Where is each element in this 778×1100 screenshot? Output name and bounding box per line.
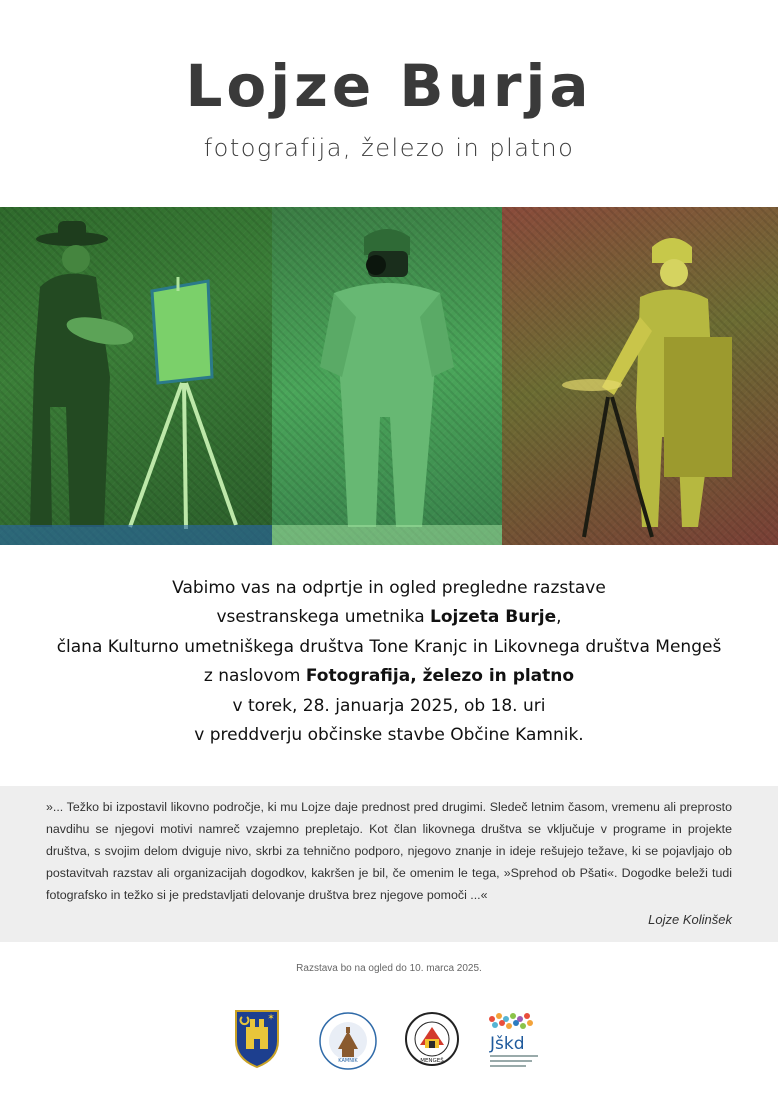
quote-text: »... Težko bi izpostavil likovno področje, ki mu Lojze daje prednost pred drugimi. Sledeč letnim časom, vremenu ali preprosto navdihu se njegovi motivi namreč vzajemno prepletajo. Kot član likovnega društva se vključuje v programe in projekte društva, s svojim delom dviguje nivo, skrbi za tehnično podporo, njegovo znanje in ideje rešujejo težave, ki se pojavljajo ob postavitvah razstav ali organizacijah dogodkov, kakršen je bil, če omenim le tega, »Sprehod ob Pšati«. Dogodke beleži tudi fotografsko in težko si je predstavljati delovanje društva brez njegove pomoči ...« xyxy=(46,800,732,902)
photographer-figure xyxy=(272,207,502,545)
sponsor-logos xyxy=(0,1005,778,1075)
jskd-logo-icon xyxy=(484,1009,548,1073)
artist-name: Lojzeta Burje xyxy=(430,607,557,628)
painter-photo-panel xyxy=(0,207,272,545)
quote-author: Lojze Kolinšek xyxy=(648,912,732,927)
poster-subtitle: fotografija, železo in platno xyxy=(203,134,575,162)
kamnik-coat-of-arms-icon xyxy=(232,1007,282,1069)
smith-photo-panel xyxy=(502,207,778,545)
invitation-date: v torek, 28. januarja 2025, ob 18. uri xyxy=(232,695,546,716)
poster-title: Lojze Burja xyxy=(185,52,593,120)
kud-tone-kranjc-logo-icon xyxy=(318,1011,378,1071)
svg-text:✶: ✶ xyxy=(267,1013,275,1023)
invitation-line-3: člana Kulturno umetniškega društva Tone Kranjc in Likovnega društva Mengeš xyxy=(56,636,722,657)
invitation-line-2: vsestranskega umetnika Lojzeta Burje, xyxy=(216,607,562,628)
svg-text:KAMNIK: KAMNIK xyxy=(338,1058,358,1064)
likovno-drustvo-menges-logo-icon xyxy=(404,1011,460,1067)
invitation-line-1: Vabimo vas na odprtje in ogled pregledne razstave xyxy=(172,578,606,598)
invitation-text xyxy=(0,574,778,750)
painter-figure xyxy=(0,207,272,545)
invitation-venue: v preddverju občinske stavbe Občine Kamnik. xyxy=(194,725,584,746)
svg-text:Jškd: Jškd xyxy=(490,1034,525,1054)
photo-banner xyxy=(0,207,778,545)
exhibition-end-note: Razstava bo na ogled do 10. marca 2025. xyxy=(296,963,482,974)
exhibition-title: Fotografija, železo in platno xyxy=(305,666,575,687)
smith-figure xyxy=(502,207,778,545)
invitation-line-4: z naslovom Fotografija, železo in platno xyxy=(203,666,575,687)
svg-text:MENGEŠ: MENGEŠ xyxy=(420,1058,444,1064)
photographer-photo-panel xyxy=(272,207,502,545)
